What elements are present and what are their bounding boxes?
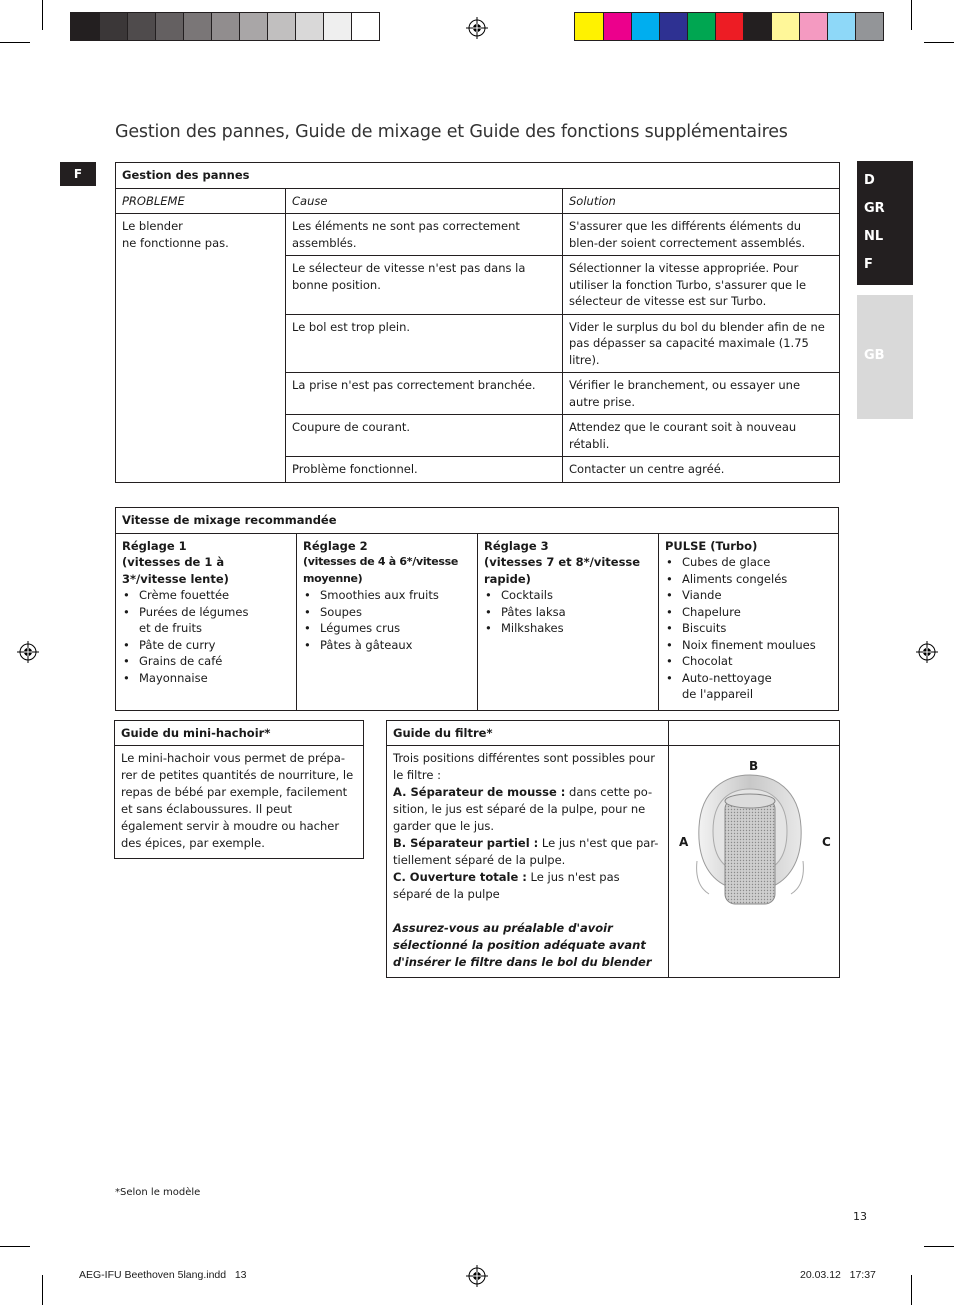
list-item: • Crème fouettée xyxy=(122,587,290,604)
lang-tab-nl: NL xyxy=(864,229,884,244)
color-swatch xyxy=(743,13,771,40)
setting-sub: (vitesses de 1 à 3*/vitesse lente) xyxy=(122,555,229,586)
speed-setting-pulse xyxy=(659,533,839,711)
crop-mark xyxy=(924,1246,954,1247)
cause-cell: Le sélecteur de vitesse n'est pas dans la bonne position. xyxy=(286,256,563,315)
filter-position-c: C. Ouverture totale : Le jus n'est pas séparé de la pulpe xyxy=(393,870,620,901)
page-title: Gestion des pannes, Guide de mixage et Guide des fonctions supplémentaires xyxy=(115,122,788,142)
page-number: 13 xyxy=(853,1210,867,1223)
troubleshooting-title: Gestion des pannes xyxy=(116,163,840,189)
lang-tab-f: F xyxy=(864,257,873,272)
setting-sub: (vitesses de 4 à 6*/vitesse moyenne) xyxy=(303,555,459,585)
filter-position-b: B. Séparateur partiel : Le jus n'est que par-tiellement séparé de la pulpe. xyxy=(393,836,659,867)
speed-setting-3 xyxy=(478,533,659,711)
solution-cell: Vider le surplus du bol du blender afin de ne pas dépasser sa capacité maximale (1.75 litre). xyxy=(563,314,840,373)
setting-sub: (vitesses 7 et 8*/vitesse rapide) xyxy=(484,555,641,586)
filter-illustration-icon xyxy=(691,769,809,919)
list-item: • Pâte de curry xyxy=(122,637,290,654)
filter-title: Guide du filtre* xyxy=(387,721,839,746)
crop-mark xyxy=(42,0,43,30)
gray-swatch xyxy=(155,13,183,40)
color-swatch xyxy=(575,13,603,40)
cause-cell: Problème fonctionnel. xyxy=(286,457,563,483)
filter-intro: Trois positions différentes sont possibles pour le filtre : xyxy=(393,751,656,782)
solution-cell: Attendez que le courant soit à nouveau rétabli. xyxy=(563,415,840,457)
language-marker: F xyxy=(60,162,96,186)
crop-mark xyxy=(0,42,30,43)
mini-chopper-body: Le mini-hachoir vous permet de prépa-rer de petites quantités de nourriture, le repas de bébé par exemple, facilement et sans éclaboussures. Il peut également servir à moudre ou hacher des épices, par exemple. xyxy=(121,751,354,850)
list-item: • Légumes crus xyxy=(303,620,471,637)
troubleshooting-table xyxy=(115,162,840,483)
mini-chopper-guide xyxy=(114,720,364,859)
list-item: • Viande xyxy=(665,587,832,604)
column-header-cause: Cause xyxy=(286,188,563,214)
lang-tab-gr: GR xyxy=(864,201,885,216)
gray-swatch xyxy=(267,13,295,40)
speed-table xyxy=(115,507,839,711)
list-item: • Soupes xyxy=(303,604,471,621)
registration-mark-icon xyxy=(916,641,938,663)
registration-mark-icon xyxy=(466,1265,488,1287)
language-tab-inactive xyxy=(857,295,913,419)
color-swatch xyxy=(687,13,715,40)
speed-setting-2 xyxy=(297,533,478,711)
list-item: • Chapelure xyxy=(665,604,832,621)
list-item: • Cocktails xyxy=(484,587,652,604)
lang-tab-d: D xyxy=(864,173,875,188)
list-item: • Cubes de glace xyxy=(665,554,832,571)
registration-mark-icon xyxy=(17,641,39,663)
setting-list xyxy=(665,554,832,703)
gray-swatch xyxy=(323,13,351,40)
solution-cell: Sélectionner la vitesse appropriée. Pour utiliser la fonction Turbo, s'assurer que le sélecteur de vitesse est sur Turbo. xyxy=(563,256,840,315)
color-swatch xyxy=(603,13,631,40)
setting-label: Réglage 1 xyxy=(122,538,187,553)
gray-swatch xyxy=(71,13,99,40)
gray-swatch xyxy=(351,13,379,40)
list-item: • Milkshakes xyxy=(484,620,652,637)
gray-swatch xyxy=(99,13,127,40)
cause-cell: Les éléments ne sont pas correctement assemblés. xyxy=(286,214,563,256)
figure-label-a: A xyxy=(679,835,689,849)
mini-chopper-title: Guide du mini-hachoir* xyxy=(115,721,363,746)
problem-cell: Le blender ne fonctionne pas. xyxy=(116,214,286,483)
filter-body xyxy=(387,746,667,975)
speed-title: Vitesse de mixage recommandée xyxy=(116,508,839,534)
color-swatch xyxy=(631,13,659,40)
cause-cell: Coupure de courant. xyxy=(286,415,563,457)
speed-setting-1 xyxy=(116,533,297,711)
list-item: • Aliments congelés xyxy=(665,571,832,588)
process-color-bar xyxy=(574,12,884,41)
figure-label-b: B xyxy=(749,759,759,773)
crop-mark xyxy=(911,1275,912,1305)
setting-list xyxy=(122,587,290,686)
list-item: • Biscuits xyxy=(665,620,832,637)
gray-swatch xyxy=(127,13,155,40)
setting-label: PULSE (Turbo) xyxy=(665,538,758,553)
filter-guide xyxy=(386,720,840,978)
list-item: • Grains de café xyxy=(122,653,290,670)
crop-mark xyxy=(42,1275,43,1305)
list-item: • Purées de légumes et de fruits xyxy=(122,604,290,637)
solution-cell: S'assurer que les différents éléments du blen-der soient correctement assemblés. xyxy=(563,214,840,256)
crop-mark xyxy=(911,0,912,30)
gray-color-bar xyxy=(70,12,380,41)
gray-swatch xyxy=(295,13,323,40)
language-tabs-active xyxy=(857,161,913,285)
footnote: *Selon le modèle xyxy=(115,1187,201,1198)
list-item: • Pâtes laksa xyxy=(484,604,652,621)
cause-cell: Le bol est trop plein. xyxy=(286,314,563,373)
color-swatch xyxy=(827,13,855,40)
solution-cell: Vérifier le branchement, ou essayer une autre prise. xyxy=(563,373,840,415)
setting-label: Réglage 3 xyxy=(484,538,549,553)
gray-swatch xyxy=(211,13,239,40)
color-swatch xyxy=(771,13,799,40)
slug-timestamp: 20.03.12 17:37 xyxy=(800,1269,876,1281)
color-swatch xyxy=(715,13,743,40)
figure-label-c: C xyxy=(822,835,831,849)
setting-list xyxy=(484,587,652,637)
crop-mark xyxy=(924,42,954,43)
color-swatch xyxy=(799,13,827,40)
list-item: • Smoothies aux fruits xyxy=(303,587,471,604)
list-item: • Pâtes à gâteaux xyxy=(303,637,471,654)
column-header-solution: Solution xyxy=(563,188,840,214)
color-swatch xyxy=(659,13,687,40)
crop-mark xyxy=(0,1246,30,1247)
setting-list xyxy=(303,587,471,653)
color-swatch xyxy=(855,13,883,40)
column-header-problem: PROBLEME xyxy=(116,188,286,214)
list-item: • Chocolat xyxy=(665,653,832,670)
setting-label: Réglage 2 xyxy=(303,538,368,553)
table-row xyxy=(116,214,840,256)
list-item: • Noix finement moulues xyxy=(665,637,832,654)
list-item: • Auto-nettoyage de l'appareil xyxy=(665,670,832,703)
lang-tab-gb: GB xyxy=(864,348,885,363)
registration-mark-icon xyxy=(466,17,488,39)
list-item: • Mayonnaise xyxy=(122,670,290,687)
gray-swatch xyxy=(183,13,211,40)
gray-swatch xyxy=(239,13,267,40)
filter-note: Assurez-vous au préalable d'avoir sélectionné la position adéquate avant d'insérer le filtre dans le bol du blender xyxy=(393,921,652,969)
cause-cell: La prise n'est pas correctement branchée. xyxy=(286,373,563,415)
solution-cell: Contacter un centre agréé. xyxy=(563,457,840,483)
slug-filename: AEG-IFU Beethoven 5lang.indd 13 xyxy=(79,1269,247,1281)
filter-position-a: A. Séparateur de mousse : dans cette po-sition, le jus est séparé de la pulpe, pour ne garder que le jus. xyxy=(393,785,653,833)
